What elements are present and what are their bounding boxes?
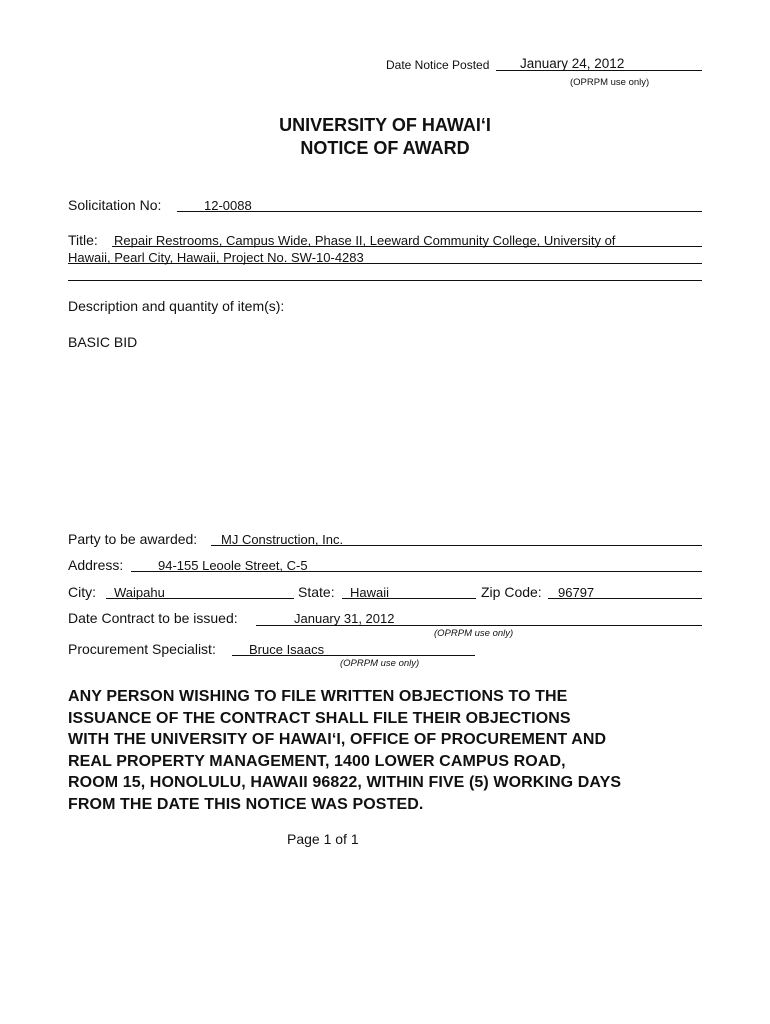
date-posted-note: (OPRPM use only) [570, 77, 650, 88]
description-label: Description and quantity of item(s): [68, 298, 285, 314]
zip-label: Zip Code: [481, 584, 542, 600]
city-underline [106, 598, 294, 599]
specialist-value: Bruce Isaacs [249, 642, 325, 657]
contract-date-label: Date Contract to be issued: [68, 610, 238, 626]
objection-notice-line: ANY PERSON WISHING TO FILE WRITTEN OBJECTIONS TO THE [68, 688, 568, 705]
project-title-underline-3 [68, 280, 702, 281]
objection-notice-line: REAL PROPERTY MANAGEMENT, 1400 LOWER CAMPUS ROAD, [68, 752, 566, 770]
project-title-line2: Hawaii, Pearl City, Hawaii, Project No. SW-10-4283 [68, 250, 364, 265]
state-label: State: [298, 584, 335, 600]
specialist-label: Procurement Specialist: [68, 641, 216, 657]
solicitation-underline [177, 211, 702, 212]
state-underline [342, 598, 476, 599]
zip-value: 96797 [558, 585, 595, 600]
objection-notice-line: FROM THE DATE THIS NOTICE WAS POSTED. [68, 795, 424, 813]
page-number: Page 1 of 1 [287, 831, 359, 847]
description-value: BASIC BID [68, 334, 138, 350]
date-posted-value: January 24, 2012 [520, 56, 625, 71]
solicitation-label: Solicitation No: [68, 197, 162, 213]
university-title: UNIVERSITY OF HAWAI‘I [279, 115, 491, 135]
project-title-label: Title: [68, 232, 98, 248]
notice-title: NOTICE OF AWARD [300, 138, 470, 158]
project-title-line1: Repair Restrooms, Campus Wide, Phase II, Leeward Community College, University of [114, 233, 616, 248]
party-value: MJ Construction, Inc. [221, 532, 344, 547]
city-value: Waipahu [114, 585, 165, 600]
contract-date-underline [256, 625, 702, 626]
party-underline [211, 545, 702, 546]
address-underline [131, 571, 702, 572]
specialist-underline [232, 655, 475, 656]
address-value: 94-155 Leoole Street, C-5 [158, 558, 308, 573]
date-posted-row [0, 0, 770, 95]
project-title-underline-2 [68, 263, 702, 264]
solicitation-value: 12-0088 [204, 198, 252, 213]
objection-notice [68, 686, 748, 815]
contract-date-value: January 31, 2012 [294, 611, 395, 626]
specialist-note: (OPRPM use only) [340, 658, 420, 669]
state-value: Hawaii [350, 585, 390, 600]
party-label: Party to be awarded: [68, 531, 198, 547]
project-title-underline-1 [112, 246, 702, 247]
date-posted-label: Date Notice Posted [386, 58, 490, 72]
objection-notice-line: WITH THE UNIVERSITY OF HAWAI‘I, OFFICE OF PROCUREMENT AND [68, 731, 607, 748]
date-posted-underline [496, 70, 702, 71]
city-label: City: [68, 584, 96, 600]
address-label: Address: [68, 557, 124, 573]
objection-notice-line: ROOM 15, HONOLULU, HAWAII 96822, WITHIN FIVE (5) WORKING DAYS [68, 774, 622, 791]
zip-underline [548, 598, 702, 599]
contract-date-note: (OPRPM use only) [434, 628, 514, 639]
objection-notice-line: ISSUANCE OF THE CONTRACT SHALL FILE THEIR OBJECTIONS [68, 709, 571, 727]
